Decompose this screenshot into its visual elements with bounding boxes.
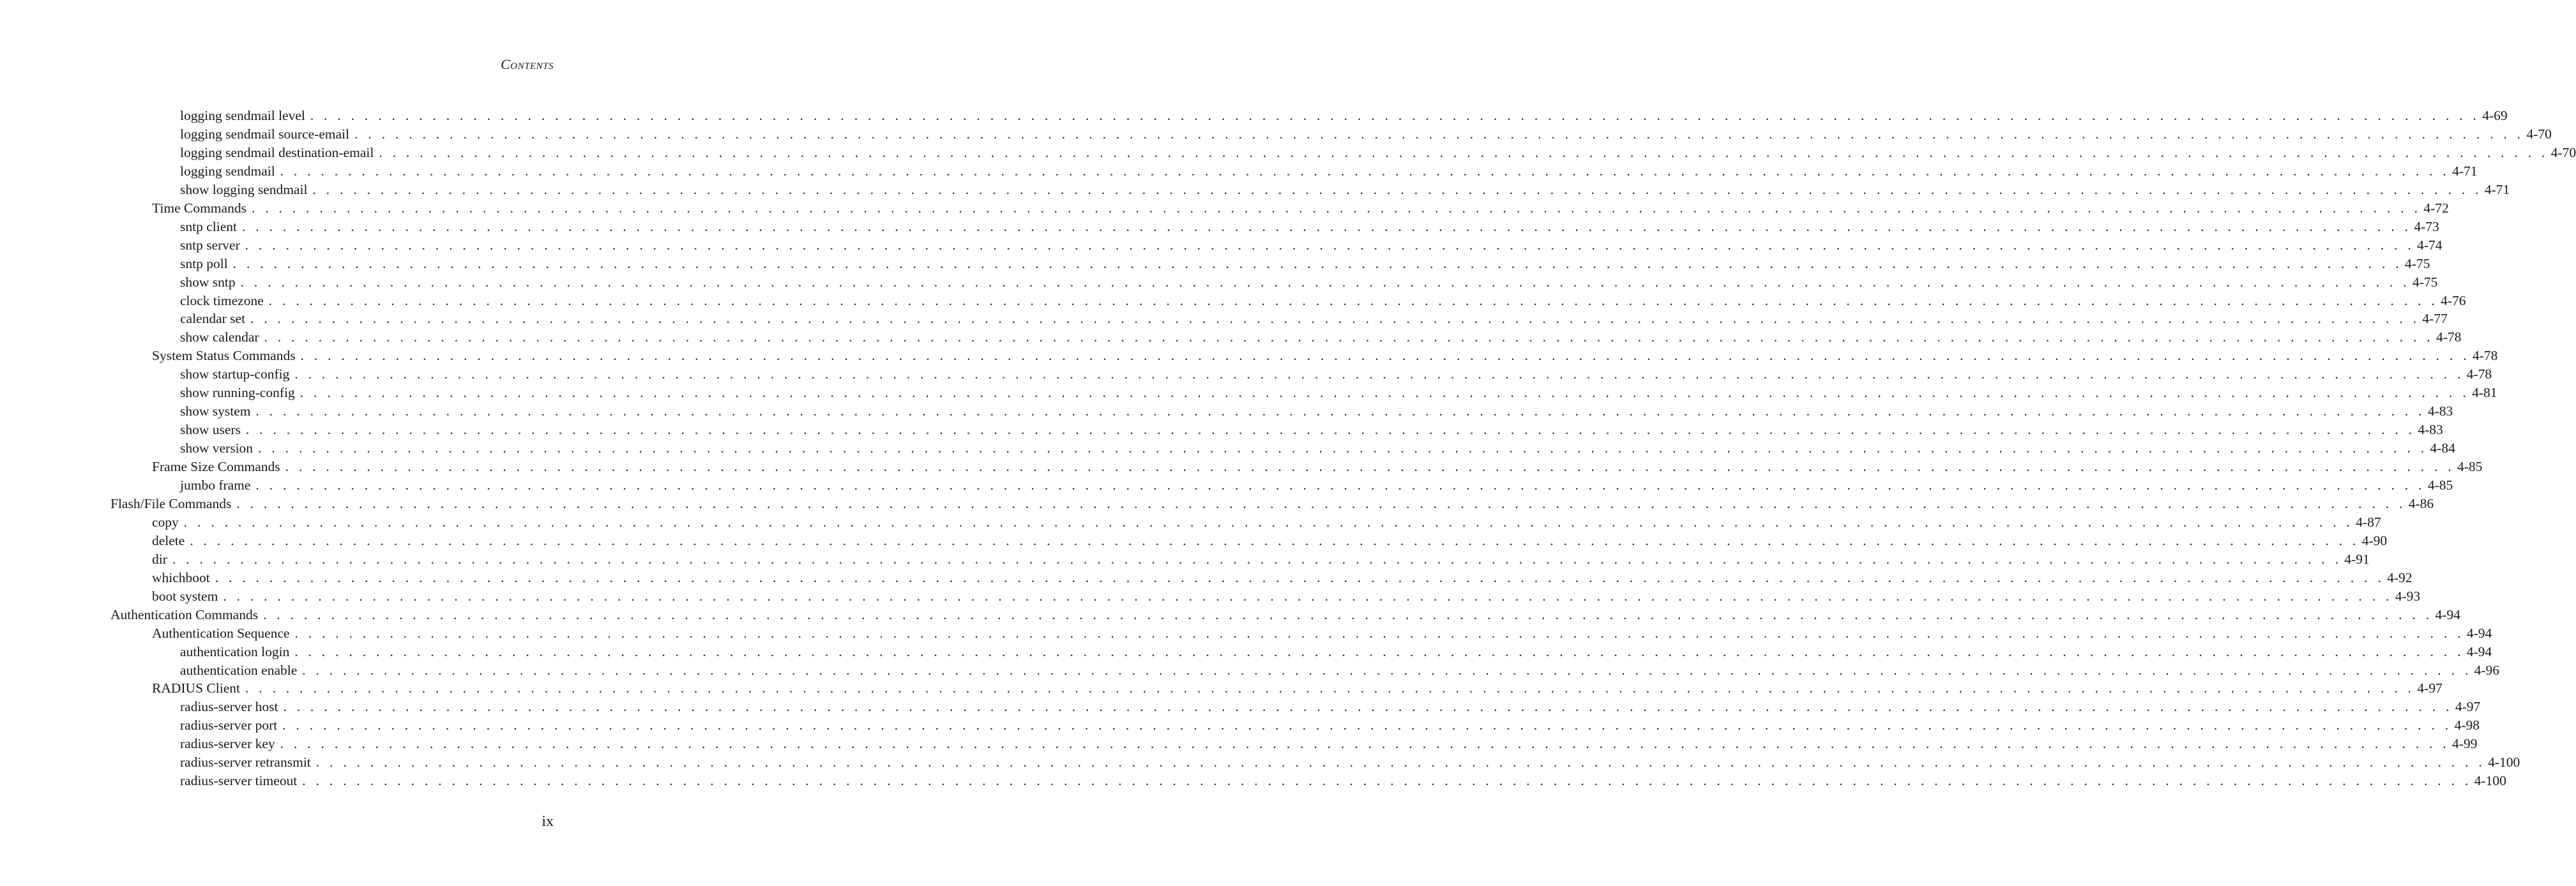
toc-entry-label: Authentication Commands [110,606,259,622]
toc-entry-page: 4-75 [2405,255,2430,271]
toc-entry-page: 4-74 [2417,237,2443,253]
toc-entry-label: Frame Size Commands [152,459,280,475]
toc-entry-page: 4-86 [2408,495,2434,511]
dot-leader: . . . . . . . . . . . . . . . . . . . . . . . . . . . . . . . . . . . . . . . . . . . . . . . . . . . . . . . . . . . . . . . . . . . . . . . . . . . . . . . . . . . . . . . . . . . . . . . . . . . . . . . . . . . . . . . . . . . . . . . . . . . . . . . . . . . . . . . . . . . . . . . . . . . . . . . . . . . . . . . . [315,755,2486,770]
toc-entry[interactable] [110,495,2434,513]
dot-leader: . . . . . . . . . . . . . . . . . . . . . . . . . . . . . . . . . . . . . . . . . . . . . . . . . . . . . . . . . . . . . . . . . . . . . . . . . . . . . . . . . . . . . . . . . . . . . . . . . . . . . . . . . . . . . . . . . . . . . . . . . . . . . . . . . . . . . . . . . . . . . . . . . . . . . . . . . . . . . . . . [172,551,2342,567]
toc-entry-label: radius-server key [180,736,275,752]
toc-entry-page: 4-76 [2441,292,2466,308]
toc-entry[interactable] [180,255,2430,273]
toc-entry-label: show logging sendmail [180,181,308,197]
dot-leader: . . . . . . . . . . . . . . . . . . . . . . . . . . . . . . . . . . . . . . . . . . . . . . . . . . . . . . . . . . . . . . . . . . . . . . . . . . . . . . . . . . . . . . . . . . . . . . . . . . . . . . . . . . . . . . . . . . . . . . . . . . . . . . . . . . . . . . . . . . . . . . . . . . . . . . . . . . . . . . . . [299,385,2470,401]
toc-entry-label: logging sendmail level [180,108,305,123]
toc-entry-page: 4-78 [2436,329,2462,345]
toc-entry[interactable] [152,347,2498,365]
toc-entry-page: 4-100 [2488,755,2520,770]
dot-leader: . . . . . . . . . . . . . . . . . . . . . . . . . . . . . . . . . . . . . . . . . . . . . . . . . . . . . . . . . . . . . . . . . . . . . . . . . . . . . . . . . . . . . . . . . . . . . . . . . . . . . . . . . . . . . . . . . . . . . . . . . . . . . . . . . . . . . . . . . . . . . . . . . . . . . . . . . . . . . . . . [294,643,2464,659]
toc-entry[interactable] [152,513,2381,532]
running-head: Contents [501,56,554,72]
toc-entry-label: show system [180,403,251,419]
dot-leader: . . . . . . . . . . . . . . . . . . . . . . . . . . . . . . . . . . . . . . . . . . . . . . . . . . . . . . . . . . . . . . . . . . . . . . . . . . . . . . . . . . . . . . . . . . . . . . . . . . . . . . . . . . . . . . . . . . . . . . . . . . . . . . . . . . . . . . . . . . . . . . . . . . . . . . . . . . . . . . . . [190,532,2360,548]
toc-entry-page: 4-94 [2466,643,2492,659]
toc-entry-page: 4-75 [2412,274,2438,290]
toc-entry[interactable] [180,716,2480,735]
dot-leader: . . . . . . . . . . . . . . . . . . . . . . . . . . . . . . . . . . . . . . . . . . . . . . . . . . . . . . . . . . . . . . . . . . . . . . . . . . . . . . . . . . . . . . . . . . . . . . . . . . . . . . . . . . . . . . . . . . . . . . . . . . . . . . . . . . . . . . . . . . . . . . . . . . . . . . . . . . . . . . . . [250,311,2420,327]
toc-entry-label: sntp server [180,237,240,253]
toc-entry-page: 4-71 [2484,181,2510,197]
toc-entry[interactable] [152,550,2370,569]
toc-entry[interactable] [180,181,2510,199]
toc-entry[interactable] [180,292,2466,310]
toc-entry-label: radius-server port [180,717,278,733]
toc-entry-page: 4-100 [2474,773,2506,789]
toc-entry[interactable] [180,218,2439,236]
toc-entry-label: authentication enable [180,662,298,678]
toc-entry-label: clock timezone [180,292,264,308]
toc-entry-label: sntp poll [180,255,228,271]
toc-entry-page: 4-94 [2466,625,2492,641]
dot-leader: . . . . . . . . . . . . . . . . . . . . . . . . . . . . . . . . . . . . . . . . . . . . . . . . . . . . . . . . . . . . . . . . . . . . . . . . . . . . . . . . . . . . . . . . . . . . . . . . . . . . . . . . . . . . . . . . . . . . . . . . . . . . . . . . . . . . . . . . . . . . . . . . . . . . . . . . . . . . . . . . [310,108,2480,123]
toc-entry-page: 4-70 [2550,144,2576,160]
toc-entry[interactable] [180,236,2443,255]
toc-entry-label: radius-server host [180,699,278,715]
dot-leader: . . . . . . . . . . . . . . . . . . . . . . . . . . . . . . . . . . . . . . . . . . . . . . . . . . . . . . . . . . . . . . . . . . . . . . . . . . . . . . . . . . . . . . . . . . . . . . . . . . . . . . . . . . . . . . . . . . . . . . . . . . . . . . . . . . . . . . . . . . . . . . . . . . . . . . . . . . . . . . . . [294,625,2464,641]
toc-entry[interactable] [180,162,2478,181]
toc-entry[interactable] [152,569,2413,587]
toc-entry[interactable] [110,606,2460,624]
toc-entry-label: Time Commands [152,200,246,216]
dot-leader: . . . . . . . . . . . . . . . . . . . . . . . . . . . . . . . . . . . . . . . . . . . . . . . . . . . . . . . . . . . . . . . . . . . . . . . . . . . . . . . . . . . . . . . . . . . . . . . . . . . . . . . . . . . . . . . . . . . . . . . . . . . . . . . . . . . . . . . . . . . . . . . . . . . . . . . . . . . . . . . . [232,255,2403,271]
toc-entry-page: 4-96 [2474,662,2500,678]
toc-entry-page: 4-97 [2417,680,2443,696]
dot-leader: . . . . . . . . . . . . . . . . . . . . . . . . . . . . . . . . . . . . . . . . . . . . . . . . . . . . . . . . . . . . . . . . . . . . . . . . . . . . . . . . . . . . . . . . . . . . . . . . . . . . . . . . . . . . . . . . . . . . . . . . . . . . . . . . . . . . . . . . . . . . . . . . . . . . . . . . . . . . . . . . [245,680,2415,696]
toc-entry-page: 4-69 [2482,108,2508,123]
dot-leader: . . . . . . . . . . . . . . . . . . . . . . . . . . . . . . . . . . . . . . . . . . . . . . . . . . . . . . . . . . . . . . . . . . . . . . . . . . . . . . . . . . . . . . . . . . . . . . . . . . . . . . . . . . . . . . . . . . . . . . . . . . . . . . . . . . . . . . . . . . . . . . . . . . . . . . . . . . . . . . . . [294,366,2464,382]
toc-entry-page: 4-78 [2466,366,2492,382]
dot-leader: . . . . . . . . . . . . . . . . . . . . . . . . . . . . . . . . . . . . . . . . . . . . . . . . . . . . . . . . . . . . . . . . . . . . . . . . . . . . . . . . . . . . . . . . . . . . . . . . . . . . . . . . . . . . . . . . . . . . . . . . . . . . . . . . . . . . . . . . . . . . . . . . . . . . . . . . . . . . . . . . [223,588,2393,604]
toc-entry-label: boot system [152,588,218,604]
toc-entry-label: show startup-config [180,366,290,382]
toc-entry[interactable] [180,144,2576,162]
dot-leader: . . . . . . . . . . . . . . . . . . . . . . . . . . . . . . . . . . . . . . . . . . . . . . . . . . . . . . . . . . . . . . . . . . . . . . . . . . . . . . . . . . . . . . . . . . . . . . . . . . . . . . . . . . . . . . . . . . . . . . . . . . . . . . . . . . . . . . . . . . . . . . . . . . . . . . . . . . . . . . . . [240,274,2410,290]
toc-entry[interactable] [180,661,2500,680]
toc-entry-page: 4-77 [2422,311,2448,327]
toc-entry-label: dir [152,551,167,567]
dot-leader: . . . . . . . . . . . . . . . . . . . . . . . . . . . . . . . . . . . . . . . . . . . . . . . . . . . . . . . . . . . . . . . . . . . . . . . . . . . . . . . . . . . . . . . . . . . . . . . . . . . . . . . . . . . . . . . . . . . . . . . . . . . . . . . . . . . . . . . . . . . . . . . . . . . . . . . . . . . . . . . . [280,163,2450,179]
toc-entry-page: 4-94 [2435,606,2460,622]
dot-leader: . . . . . . . . . . . . . . . . . . . . . . . . . . . . . . . . . . . . . . . . . . . . . . . . . . . . . . . . . . . . . . . . . . . . . . . . . . . . . . . . . . . . . . . . . . . . . . . . . . . . . . . . . . . . . . . . . . . . . . . . . . . . . . . . . . . . . . . . . . . . . . . . . . . . . . . . . . . . . . . . [312,181,2482,197]
toc-entry[interactable] [152,679,2443,698]
toc-entry-label: RADIUS Client [152,680,240,696]
toc-entry-label: show calendar [180,329,259,345]
toc-entry-label: whichboot [152,569,210,585]
toc-entry-label: authentication login [180,643,290,659]
toc-entry-page: 4-71 [2452,163,2478,179]
dot-leader: . . . . . . . . . . . . . . . . . . . . . . . . . . . . . . . . . . . . . . . . . . . . . . . . . . . . . . . . . . . . . . . . . . . . . . . . . . . . . . . . . . . . . . . . . . . . . . . . . . . . . . . . . . . . . . . . . . . . . . . . . . . . . . . . . . . . . . . . . . . . . . . . . . . . . . . . . . . . . . . . [245,237,2415,253]
dot-leader: . . . . . . . . . . . . . . . . . . . . . . . . . . . . . . . . . . . . . . . . . . . . . . . . . . . . . . . . . . . . . . . . . . . . . . . . . . . . . . . . . . . . . . . . . . . . . . . . . . . . . . . . . . . . . . . . . . . . . . . . . . . . . . . . . . . . . . . . . . . . . . . . . . . . . . . . . . . . . . . . [183,514,2354,530]
dot-leader: . . . . . . . . . . . . . . . . . . . . . . . . . . . . . . . . . . . . . . . . . . . . . . . . . . . . . . . . . . . . . . . . . . . . . . . . . . . . . . . . . . . . . . . . . . . . . . . . . . . . . . . . . . . . . . . . . . . . . . . . . . . . . . . . . . . . . . . . . . . . . . . . . . . . . . . . . . . . . . . . [283,699,2453,715]
toc-entry-page: 4-93 [2395,588,2421,604]
dot-leader: . . . . . . . . . . . . . . . . . . . . . . . . . . . . . . . . . . . . . . . . . . . . . . . . . . . . . . . . . . . . . . . . . . . . . . . . . . . . . . . . . . . . . . . . . . . . . . . . . . . . . . . . . . . . . . . . . . . . . . . . . . . . . . . . . . . . . . . . . . . . . . . . . . . . . . . . . . . . . . . . [379,144,2549,160]
toc-entry[interactable] [180,772,2506,790]
toc-entry-label: show running-config [180,385,295,401]
toc-entry-label: show users [180,422,241,438]
dot-leader: . . . . . . . . . . . . . . . . . . . . . . . . . . . . . . . . . . . . . . . . . . . . . . . . . . . . . . . . . . . . . . . . . . . . . . . . . . . . . . . . . . . . . . . . . . . . . . . . . . . . . . . . . . . . . . . . . . . . . . . . . . . . . . . . . . . . . . . . . . . . . . . . . . . . . . . . . . . . . . . . [263,606,2433,622]
dot-leader: . . . . . . . . . . . . . . . . . . . . . . . . . . . . . . . . . . . . . . . . . . . . . . . . . . . . . . . . . . . . . . . . . . . . . . . . . . . . . . . . . . . . . . . . . . . . . . . . . . . . . . . . . . . . . . . . . . . . . . . . . . . . . . . . . . . . . . . . . . . . . . . . . . . . . . . . . . . . . . . . [255,403,2425,419]
toc-entry[interactable] [180,753,2520,772]
toc-entry-label: calendar set [180,311,246,327]
toc-entry[interactable] [180,421,2443,439]
dot-leader: . . . . . . . . . . . . . . . . . . . . . . . . . . . . . . . . . . . . . . . . . . . . . . . . . . . . . . . . . . . . . . . . . . . . . . . . . . . . . . . . . . . . . . . . . . . . . . . . . . . . . . . . . . . . . . . . . . . . . . . . . . . . . . . . . . . . . . . . . . . . . . . . . . . . . . . . . . . . . . . . [251,200,2421,216]
toc-entry-label: delete [152,532,185,548]
toc-entry[interactable] [152,624,2492,643]
toc-entry[interactable] [180,365,2492,384]
dot-leader: . . . . . . . . . . . . . . . . . . . . . . . . . . . . . . . . . . . . . . . . . . . . . . . . . . . . . . . . . . . . . . . . . . . . . . . . . . . . . . . . . . . . . . . . . . . . . . . . . . . . . . . . . . . . . . . . . . . . . . . . . . . . . . . . . . . . . . . . . . . . . . . . . . . . . . . . . . . . . . . . [255,477,2425,493]
toc-entry-label: System Status Commands [152,348,296,364]
toc-entry-label: radius-server retransmit [180,755,311,770]
dot-leader: . . . . . . . . . . . . . . . . . . . . . . . . . . . . . . . . . . . . . . . . . . . . . . . . . . . . . . . . . . . . . . . . . . . . . . . . . . . . . . . . . . . . . . . . . . . . . . . . . . . . . . . . . . . . . . . . . . . . . . . . . . . . . . . . . . . . . . . . . . . . . . . . . . . . . . . . . . . . . . . . [264,329,2434,345]
toc-entry-label: logging sendmail [180,163,275,179]
toc-entry-page: 4-70 [2526,126,2552,142]
toc-entry[interactable] [152,587,2421,606]
dot-leader: . . . . . . . . . . . . . . . . . . . . . . . . . . . . . . . . . . . . . . . . . . . . . . . . . . . . . . . . . . . . . . . . . . . . . . . . . . . . . . . . . . . . . . . . . . . . . . . . . . . . . . . . . . . . . . . . . . . . . . . . . . . . . . . . . . . . . . . . . . . . . . . . . . . . . . . . . . . . . . . . [241,218,2412,234]
toc-entry[interactable] [180,310,2448,328]
dot-leader: . . . . . . . . . . . . . . . . . . . . . . . . . . . . . . . . . . . . . . . . . . . . . . . . . . . . . . . . . . . . . . . . . . . . . . . . . . . . . . . . . . . . . . . . . . . . . . . . . . . . . . . . . . . . . . . . . . . . . . . . . . . . . . . . . . . . . . . . . . . . . . . . . . . . . . . . . . . . . . . . [280,736,2450,752]
dot-leader: . . . . . . . . . . . . . . . . . . . . . . . . . . . . . . . . . . . . . . . . . . . . . . . . . . . . . . . . . . . . . . . . . . . . . . . . . . . . . . . . . . . . . . . . . . . . . . . . . . . . . . . . . . . . . . . . . . . . . . . . . . . . . . . . . . . . . . . . . . . . . . . . . . . . . . . . . . . . . . . . [302,662,2472,678]
toc-entry-page: 4-87 [2356,514,2381,530]
dot-leader: . . . . . . . . . . . . . . . . . . . . . . . . . . . . . . . . . . . . . . . . . . . . . . . . . . . . . . . . . . . . . . . . . . . . . . . . . . . . . . . . . . . . . . . . . . . . . . . . . . . . . . . . . . . . . . . . . . . . . . . . . . . . . . . . . . . . . . . . . . . . . . . . . . . . . . . . . . . . . . . . [282,717,2452,733]
toc-entry[interactable] [180,107,2508,125]
toc-entry-label: show version [180,440,254,456]
toc-entry[interactable] [180,384,2497,402]
dot-leader: . . . . . . . . . . . . . . . . . . . . . . . . . . . . . . . . . . . . . . . . . . . . . . . . . . . . . . . . . . . . . . . . . . . . . . . . . . . . . . . . . . . . . . . . . . . . . . . . . . . . . . . . . . . . . . . . . . . . . . . . . . . . . . . . . . . . . . . . . . . . . . . . . . . . . . . . . . . . . . . . [302,773,2472,789]
toc-entry-page: 4-83 [2418,422,2443,438]
toc-entry-page: 4-84 [2430,440,2455,456]
dot-leader: . . . . . . . . . . . . . . . . . . . . . . . . . . . . . . . . . . . . . . . . . . . . . . . . . . . . . . . . . . . . . . . . . . . . . . . . . . . . . . . . . . . . . . . . . . . . . . . . . . . . . . . . . . . . . . . . . . . . . . . . . . . . . . . . . . . . . . . . . . . . . . . . . . . . . . . . . . . . . . . . [300,348,2470,364]
toc-entry-page: 4-85 [2427,477,2453,493]
toc-entry[interactable] [180,125,2552,144]
toc-entry[interactable] [180,476,2453,495]
toc-entry-label: Authentication Sequence [152,625,290,641]
toc-entry-page: 4-78 [2472,348,2498,364]
toc-entry[interactable] [180,402,2453,421]
toc-entry[interactable] [180,643,2492,661]
toc-entry[interactable] [152,532,2388,550]
toc-entry-label: logging sendmail destination-email [180,144,374,160]
toc-entry[interactable] [180,273,2438,292]
toc-entry[interactable] [180,328,2462,347]
toc-entry-label: sntp client [180,218,237,234]
dot-leader: . . . . . . . . . . . . . . . . . . . . . . . . . . . . . . . . . . . . . . . . . . . . . . . . . . . . . . . . . . . . . . . . . . . . . . . . . . . . . . . . . . . . . . . . . . . . . . . . . . . . . . . . . . . . . . . . . . . . . . . . . . . . . . . . . . . . . . . . . . . . . . . . . . . . . . . . . . . . . . . . [258,440,2428,456]
toc-entry-page: 4-97 [2455,699,2481,715]
dot-leader: . . . . . . . . . . . . . . . . . . . . . . . . . . . . . . . . . . . . . . . . . . . . . . . . . . . . . . . . . . . . . . . . . . . . . . . . . . . . . . . . . . . . . . . . . . . . . . . . . . . . . . . . . . . . . . . . . . . . . . . . . . . . . . . . . . . . . . . . . . . . . . . . . . . . . . . . . . . . . . . . [236,495,2406,511]
toc-entry[interactable] [152,458,2483,476]
toc-entry-label: jumbo frame [180,477,251,493]
toc-entry[interactable] [152,199,2449,218]
toc-entry[interactable] [180,735,2478,753]
page-number: ix [542,813,554,830]
toc-entry-label: logging sendmail source-email [180,126,350,142]
toc-entry-label: radius-server timeout [180,773,298,789]
toc-entry[interactable] [180,439,2455,458]
toc-entry-label: Flash/File Commands [110,495,232,511]
toc-entry-page: 4-91 [2344,551,2370,567]
toc-entry-page: 4-98 [2454,717,2480,733]
toc-entry-page: 4-72 [2423,200,2449,216]
toc-entry-label: copy [152,514,179,530]
dot-leader: . . . . . . . . . . . . . . . . . . . . . . . . . . . . . . . . . . . . . . . . . . . . . . . . . . . . . . . . . . . . . . . . . . . . . . . . . . . . . . . . . . . . . . . . . . . . . . . . . . . . . . . . . . . . . . . . . . . . . . . . . . . . . . . . . . . . . . . . . . . . . . . . . . . . . . . . . . . . . . . . [215,569,2385,585]
toc-entry-page: 4-83 [2427,403,2453,419]
toc-entry-page: 4-99 [2452,736,2478,752]
toc-entry-label: show sntp [180,274,236,290]
dot-leader: . . . . . . . . . . . . . . . . . . . . . . . . . . . . . . . . . . . . . . . . . . . . . . . . . . . . . . . . . . . . . . . . . . . . . . . . . . . . . . . . . . . . . . . . . . . . . . . . . . . . . . . . . . . . . . . . . . . . . . . . . . . . . . . . . . . . . . . . . . . . . . . . . . . . . . . . . . . . . . . . [354,126,2524,142]
toc-entry-page: 4-85 [2457,459,2483,475]
toc-entry-page: 4-90 [2361,532,2388,548]
toc-entry[interactable] [180,698,2481,716]
dot-leader: . . . . . . . . . . . . . . . . . . . . . . . . . . . . . . . . . . . . . . . . . . . . . . . . . . . . . . . . . . . . . . . . . . . . . . . . . . . . . . . . . . . . . . . . . . . . . . . . . . . . . . . . . . . . . . . . . . . . . . . . . . . . . . . . . . . . . . . . . . . . . . . . . . . . . . . . . . . . . . . . [268,292,2439,308]
toc-entry-page: 4-81 [2472,385,2497,401]
dot-leader: . . . . . . . . . . . . . . . . . . . . . . . . . . . . . . . . . . . . . . . . . . . . . . . . . . . . . . . . . . . . . . . . . . . . . . . . . . . . . . . . . . . . . . . . . . . . . . . . . . . . . . . . . . . . . . . . . . . . . . . . . . . . . . . . . . . . . . . . . . . . . . . . . . . . . . . . . . . . . . . . [285,459,2455,475]
dot-leader: . . . . . . . . . . . . . . . . . . . . . . . . . . . . . . . . . . . . . . . . . . . . . . . . . . . . . . . . . . . . . . . . . . . . . . . . . . . . . . . . . . . . . . . . . . . . . . . . . . . . . . . . . . . . . . . . . . . . . . . . . . . . . . . . . . . . . . . . . . . . . . . . . . . . . . . . . . . . . . . . [245,422,2416,438]
toc-entry-page: 4-92 [2387,569,2413,585]
toc-entry-page: 4-73 [2414,218,2439,234]
